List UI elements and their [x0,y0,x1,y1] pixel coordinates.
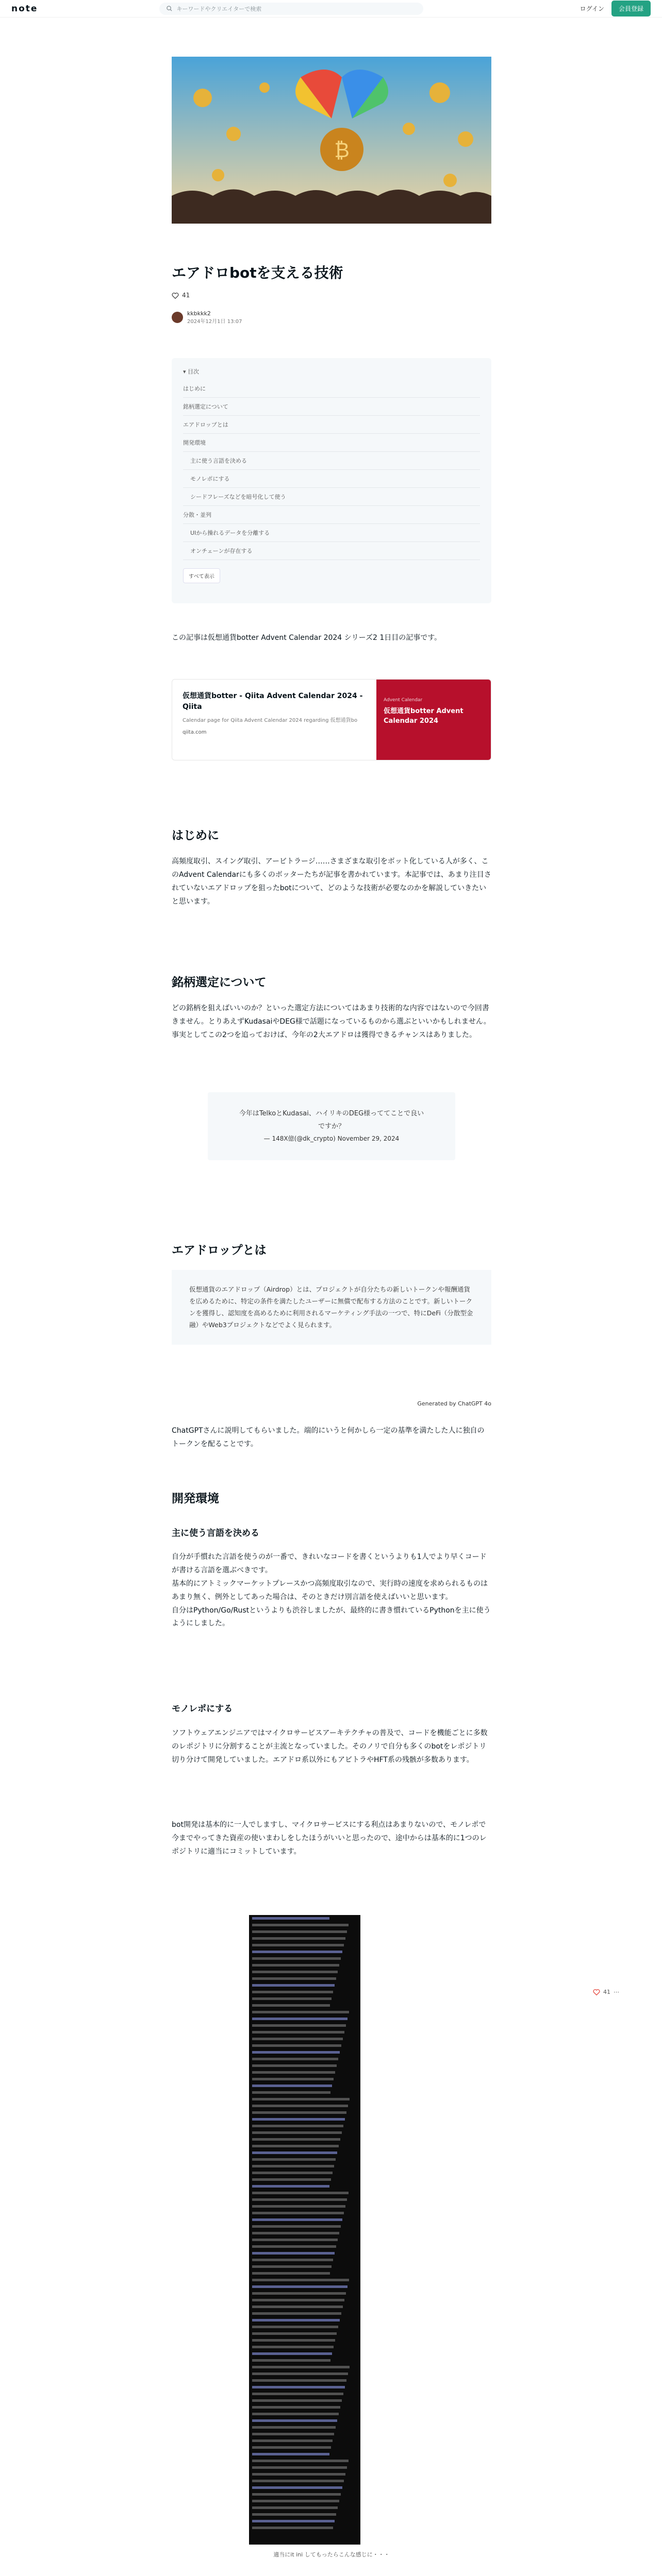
terminal-line [249,2022,360,2029]
login-link[interactable]: ログイン [580,5,604,12]
terminal-line [249,2042,360,2049]
terminal-line [249,2103,360,2109]
embedded-tweet[interactable] [208,1092,455,1160]
terminal-line [249,2176,360,2183]
toc-item[interactable]: エアドロップとは [183,416,480,434]
terminal-line [249,2283,360,2290]
terminal-line [249,2384,360,2391]
publish-date: 2024年12月1日 13:07 [187,319,242,325]
terminal-line [249,2216,360,2223]
table-of-contents [172,358,491,603]
terminal-line [249,2243,360,2250]
terminal-line [249,2297,360,2303]
airdrop-credit: Generated by ChatGPT 4o [417,1400,491,1407]
terminal-line [249,2478,360,2484]
terminal-line [249,2203,360,2210]
terminal-line [249,2082,360,2089]
meigara-body: どの銘柄を狙えばいいのか？といった選定方法についてはあまり技術的な内容ではないので今回書きません。とりあえずKudasaiやDEG様で話題になっているものから選ぶといいかもしれません。事実としてこの2つを追っておけば、今年の2大エアドロは獲得できるチャンスはありました。 [172,1004,491,1039]
terminal-line [249,2498,360,2504]
terminal-line [249,2230,360,2236]
terminal-line [249,2451,360,2458]
terminal-line [249,2056,360,2062]
article-title: エアドロbotを支える技術 [172,264,343,281]
terminal-line [249,2317,360,2324]
terminal-line [249,2524,360,2531]
toc-item[interactable]: 主に使う言語を決める [183,452,480,470]
toc-item[interactable]: オンチェーンが存在する [183,542,480,560]
terminal-line [249,2002,360,2009]
terminal-line [249,2471,360,2478]
terminal-line [249,2210,360,2216]
terminal-line [249,2370,360,2377]
terminal-line [249,2511,360,2518]
terminal-line [249,2431,360,2437]
terminal-line [249,1922,360,1928]
terminal-line [249,2391,360,2397]
toc-item[interactable]: モノレポにする [183,470,480,488]
like-count: 41 [182,292,190,299]
terminal-line [249,2029,360,2036]
terminal-line [249,1969,360,1975]
terminal-line [249,1982,360,1989]
terminal-line [249,2123,360,2129]
terminal-line [249,2089,360,2096]
terminal-line [249,2183,360,2190]
link-card-image: Advent Calendar 仮想通貨botter Advent Calendar 2024 [376,680,491,760]
signup-button[interactable]: 会員登録 [611,1,651,16]
like-row [172,292,491,299]
toc-item[interactable]: はじめに [183,380,480,398]
terminal-line [249,2116,360,2123]
airdrop-quote-box: 仮想通貨のエアドロップ（Airdrop）とは、プロジェクトが自分たちの新しいトークンや報酬通貨を広めるために、特定の条件を満たしたユーザーに無償で配布する方法のことです。新しいトークンを獲得し、認知度を高めるために利用されるマーケティング手法の一つで、特にDeFi（分散型金融）やWeb3プロジェクトなどでよく見られます。 [172,1270,491,1345]
terminal-line [249,2223,360,2230]
monorepo-body: ソフトウェアエンジニアではマイクロサービスアーキテクチャの普及で、コードを機能ごとに多数のレポジトリに分割することが主流となっていました。そのノリで自分も多くのbotをレポジトリ切り分けて開発していました。エアドロ系以外にもアビトラやHFT系の残骸が多数あります。 [172,1729,488,1764]
heart-icon[interactable] [172,292,179,299]
terminal-line [249,2036,360,2042]
terminal-line [249,2364,360,2370]
terminal-line [249,1948,360,1955]
heading-lang: 主に使う言語を決める [172,1528,259,1538]
terminal-line [249,2049,360,2056]
terminal-line [249,1995,360,2002]
terminal-line [249,2411,360,2417]
terminal-line [249,1928,360,1935]
terminal-line [249,2009,360,2015]
search-placeholder: キーワードやクリエイターで検索 [176,5,262,12]
terminal-line [249,1975,360,1982]
terminal-line [249,2190,360,2196]
author-block[interactable] [172,310,491,325]
terminal-line [249,2129,360,2136]
toc-item[interactable]: 銘柄選定について [183,398,480,416]
toc-show-all-button[interactable]: すべて表示 [183,568,220,583]
terminal-line [249,1915,360,1922]
terminal-line [249,2344,360,2350]
section-heading-hajimeni: はじめに [172,829,219,842]
terminal-line [249,2096,360,2103]
terminal-caption: 適当にit ini してもったらこんな感じに・・・ [273,2551,390,2558]
terminal-line [249,1962,360,1969]
terminal-line [249,2136,360,2143]
terminal-line [249,2062,360,2069]
hajimeni-body: 高頻度取引、スイング取引、アービトラージ……さまざまな取引をボット化している人が多く、このAdvent Calendarにも多くのボッターたちが記事を書かれています。本記事では、あまり注目されていないエアドロップを狙ったbotについて、どのような技術が必要なのかを解説していきたいと思います。 [172,857,491,906]
terminal-line [249,2143,360,2149]
search-icon [167,6,172,11]
floating-like-count: 41 [603,1989,610,1995]
floating-like[interactable] [593,1989,619,1995]
terminal-line [249,2350,360,2357]
toc-item[interactable]: UIから操れるデータを分離する [183,524,480,542]
svg-text:₿: ₿ [334,139,350,162]
lang-body: 自分が手慣れた言語を使うのが一番で、きれいなコードを書くというよりも1人でより早くコードが書ける言語を選ぶべきです。 基本的にアトミックマーケットプレースかつ高頻度取引なので、実行時の速度を求められるものはあまり無く、例外としてあった場合は、そのときだけ別言語を使えばいいと思います。 自分はPython/Go/Rustというよりも渋谷しましたが、最終的に書き慣れているPythonを主に使うようにしました。 [172,1553,491,1628]
terminal-line [249,2518,360,2524]
terminal-line [249,2337,360,2344]
tweet-text: 今年はTelkoとKudasai、ハイリキのDEG様っててことで良いですか？ [239,1110,424,1130]
terminal-line [249,2417,360,2424]
terminal-line [249,2424,360,2431]
intro-text: この記事は仮想通貨botter Advent Calendar 2024 シリーズ2 1日目の記事です。 [172,634,442,642]
toc-heading[interactable]: ▾ 目次 [183,368,200,375]
heart-icon[interactable] [593,1989,600,1995]
terminal-line [249,2504,360,2511]
share-icon[interactable]: ⋯ [614,1989,619,1995]
note-logo[interactable]: note [11,3,38,14]
terminal-line [249,2236,360,2243]
link-card-url: qiita.com [183,730,207,735]
airdrop-body: ChatGPTさんに説明してもらいました。端的にいうと何かしら一定の基準を満たした人に独自のトークンを配ることです。 [172,1427,485,1448]
terminal-line [249,2069,360,2076]
terminal-line [249,2156,360,2163]
terminal-line [249,2444,360,2451]
terminal-line [249,2324,360,2330]
terminal-line [249,2310,360,2317]
terminal-screenshot [249,1915,360,2545]
terminal-line [249,2277,360,2283]
terminal-line [249,2263,360,2270]
link-card-desc: Calendar page for Qiita Advent Calendar 2024 regarding 仮想通貨bo [183,718,358,723]
terminal-line [249,1935,360,1942]
terminal-line [249,2397,360,2404]
tweet-source[interactable]: — 148X億(@dk_crypto) November 29, 2024 [263,1135,400,1143]
hero-image [172,57,491,224]
terminal-line [249,2458,360,2464]
terminal-line [249,1942,360,1948]
terminal-line [249,2290,360,2297]
terminal-line [249,2163,360,2170]
terminal-line [249,2484,360,2491]
section-heading-dev: 開発環境 [172,1492,219,1505]
terminal-line [249,2357,360,2364]
site-header [0,0,662,18]
terminal-line [249,2330,360,2337]
terminal-line [249,1989,360,1995]
terminal-line [249,2257,360,2263]
terminal-line [249,2109,360,2116]
search-input[interactable] [159,3,423,15]
terminal-line [249,2464,360,2471]
terminal-line [249,2270,360,2277]
heading-monorepo: モノレポにする [172,1704,233,1714]
terminal-line [249,2015,360,2022]
toc-item[interactable]: シードフレーズなどを暗号化して使う [183,488,480,506]
terminal-line [249,2196,360,2203]
terminal-line [249,2076,360,2082]
author-name[interactable]: kkbkkk2 [187,310,211,317]
terminal-line [249,2250,360,2257]
terminal-line [249,2437,360,2444]
terminal-line [249,2149,360,2156]
link-card-title: 仮想通貨botter - Qiita Advent Calendar 2024 - Qiita [183,692,363,711]
terminal-line [249,2377,360,2384]
avatar[interactable] [172,312,183,323]
link-card[interactable] [172,679,491,760]
section-heading-meigara: 銘柄選定について [172,976,267,989]
terminal-line [249,2491,360,2498]
toc-item[interactable]: 開発環境 [183,434,480,452]
monorepo-body-2: bot開発は基本的に一人でしますし、マイクロサービスにする利点はあまりないので、モノレポで今までやってきた資産の使いまわしをしたほうがいいと思ったので、途中からは基本的に1つのレポジトリに適当にコミットしています。 [172,1821,487,1856]
terminal-line [249,1955,360,1962]
toc-item[interactable]: 分散・並列 [183,506,480,524]
section-heading-airdrop: エアドロップとは [172,1244,267,1257]
terminal-line [249,2170,360,2176]
terminal-line [249,2303,360,2310]
terminal-line [249,2404,360,2411]
